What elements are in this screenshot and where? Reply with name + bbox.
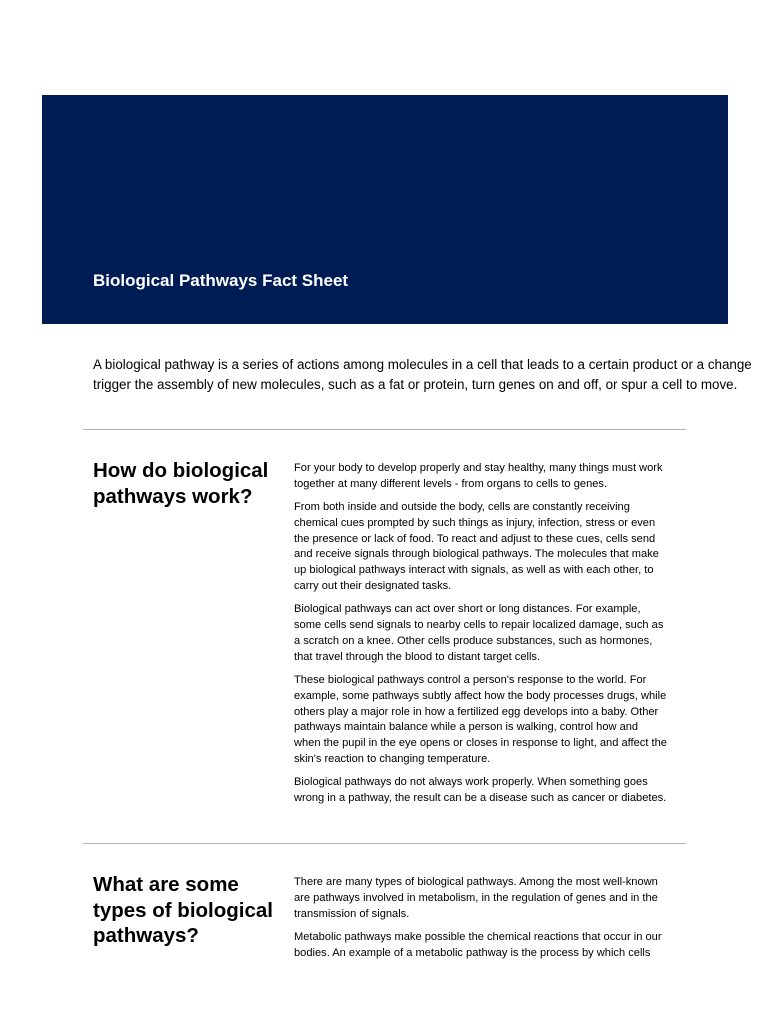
text-line: example, some pathways subtly affect how the body processes drugs, while [294,689,667,702]
intro-paragraph [93,355,768,394]
intro-line: trigger the assembly of new molecules, such as a fat or protein, turn genes on and off, or spur a cell to move. [93,376,738,392]
text-line: when the pupil in the eye opens or closes in response to light, and affect the [294,737,667,750]
text-line: skin's reaction to changing temperature. [294,753,491,766]
paragraph [294,930,686,962]
section-heading-types-of-pathways: What are some types of biological pathways? [93,873,273,947]
text-line: These biological pathways control a person's response to the world. For [294,674,647,687]
text-line: some cells send signals to nearby cells to repair localized damage, such as [294,619,664,632]
text-line: bodies. An example of a metabolic pathway is the process by which cells [294,946,651,959]
text-line: Biological pathways do not always work properly. When something goes [294,776,648,789]
section-body-how-pathways-work [294,461,686,814]
text-line: that travel through the blood to distant target cells. [294,650,541,663]
header-banner [42,95,728,324]
text-line: pathways maintain balance while a person is walking, control how and [294,721,639,734]
text-line: Biological pathways can act over short or long distances. For example, [294,603,641,616]
text-line: For your body to develop properly and stay healthy, many things must work [294,462,663,474]
text-line: carry out their designated tasks. [294,580,452,593]
section-heading-how-pathways-work: How do biological pathways work? [93,459,269,508]
text-line: From both inside and outside the body, cells are constantly receiving [294,501,630,514]
intro-line: A biological pathway is a series of actions among molecules in a cell that leads to a certain product or a change [93,357,752,372]
paragraph [294,775,686,807]
text-line: others play a major role in how a fertilized egg develops into a baby. Other [294,705,659,718]
section-divider [83,843,686,844]
paragraph [294,461,686,493]
text-line: together at many different levels - from organs to cells to genes. [294,477,608,490]
text-line: wrong in a pathway, the result can be a disease such as cancer or diabetes. [294,792,667,805]
text-line: a scratch on a knee. Other cells produce substances, such as hormones, [294,634,653,647]
text-line: transmission of signals. [294,907,410,920]
text-line: are pathways involved in metabolism, in the regulation of genes and in the [294,891,658,904]
text-line: Metabolic pathways make possible the chemical reactions that occur in our [294,930,662,943]
paragraph [294,875,686,922]
text-line: and receive signals through biological pathways. The molecules that make [294,548,659,561]
paragraph [294,500,686,595]
page-title: Biological Pathways Fact Sheet [93,271,349,290]
text-line: the presence or lack of food. To react and adjust to these cues, cells send [294,532,656,545]
text-line: chemical cues prompted by such things as injury, infection, stress or even [294,516,656,529]
paragraph [294,673,686,768]
paragraph [294,602,686,665]
section-body-types-of-pathways [294,875,686,969]
text-line: There are many types of biological pathways. Among the most well-known [294,876,658,888]
text-line: up biological pathways interact with signals, as well as with each other, to [294,564,654,577]
section-divider [83,429,686,430]
